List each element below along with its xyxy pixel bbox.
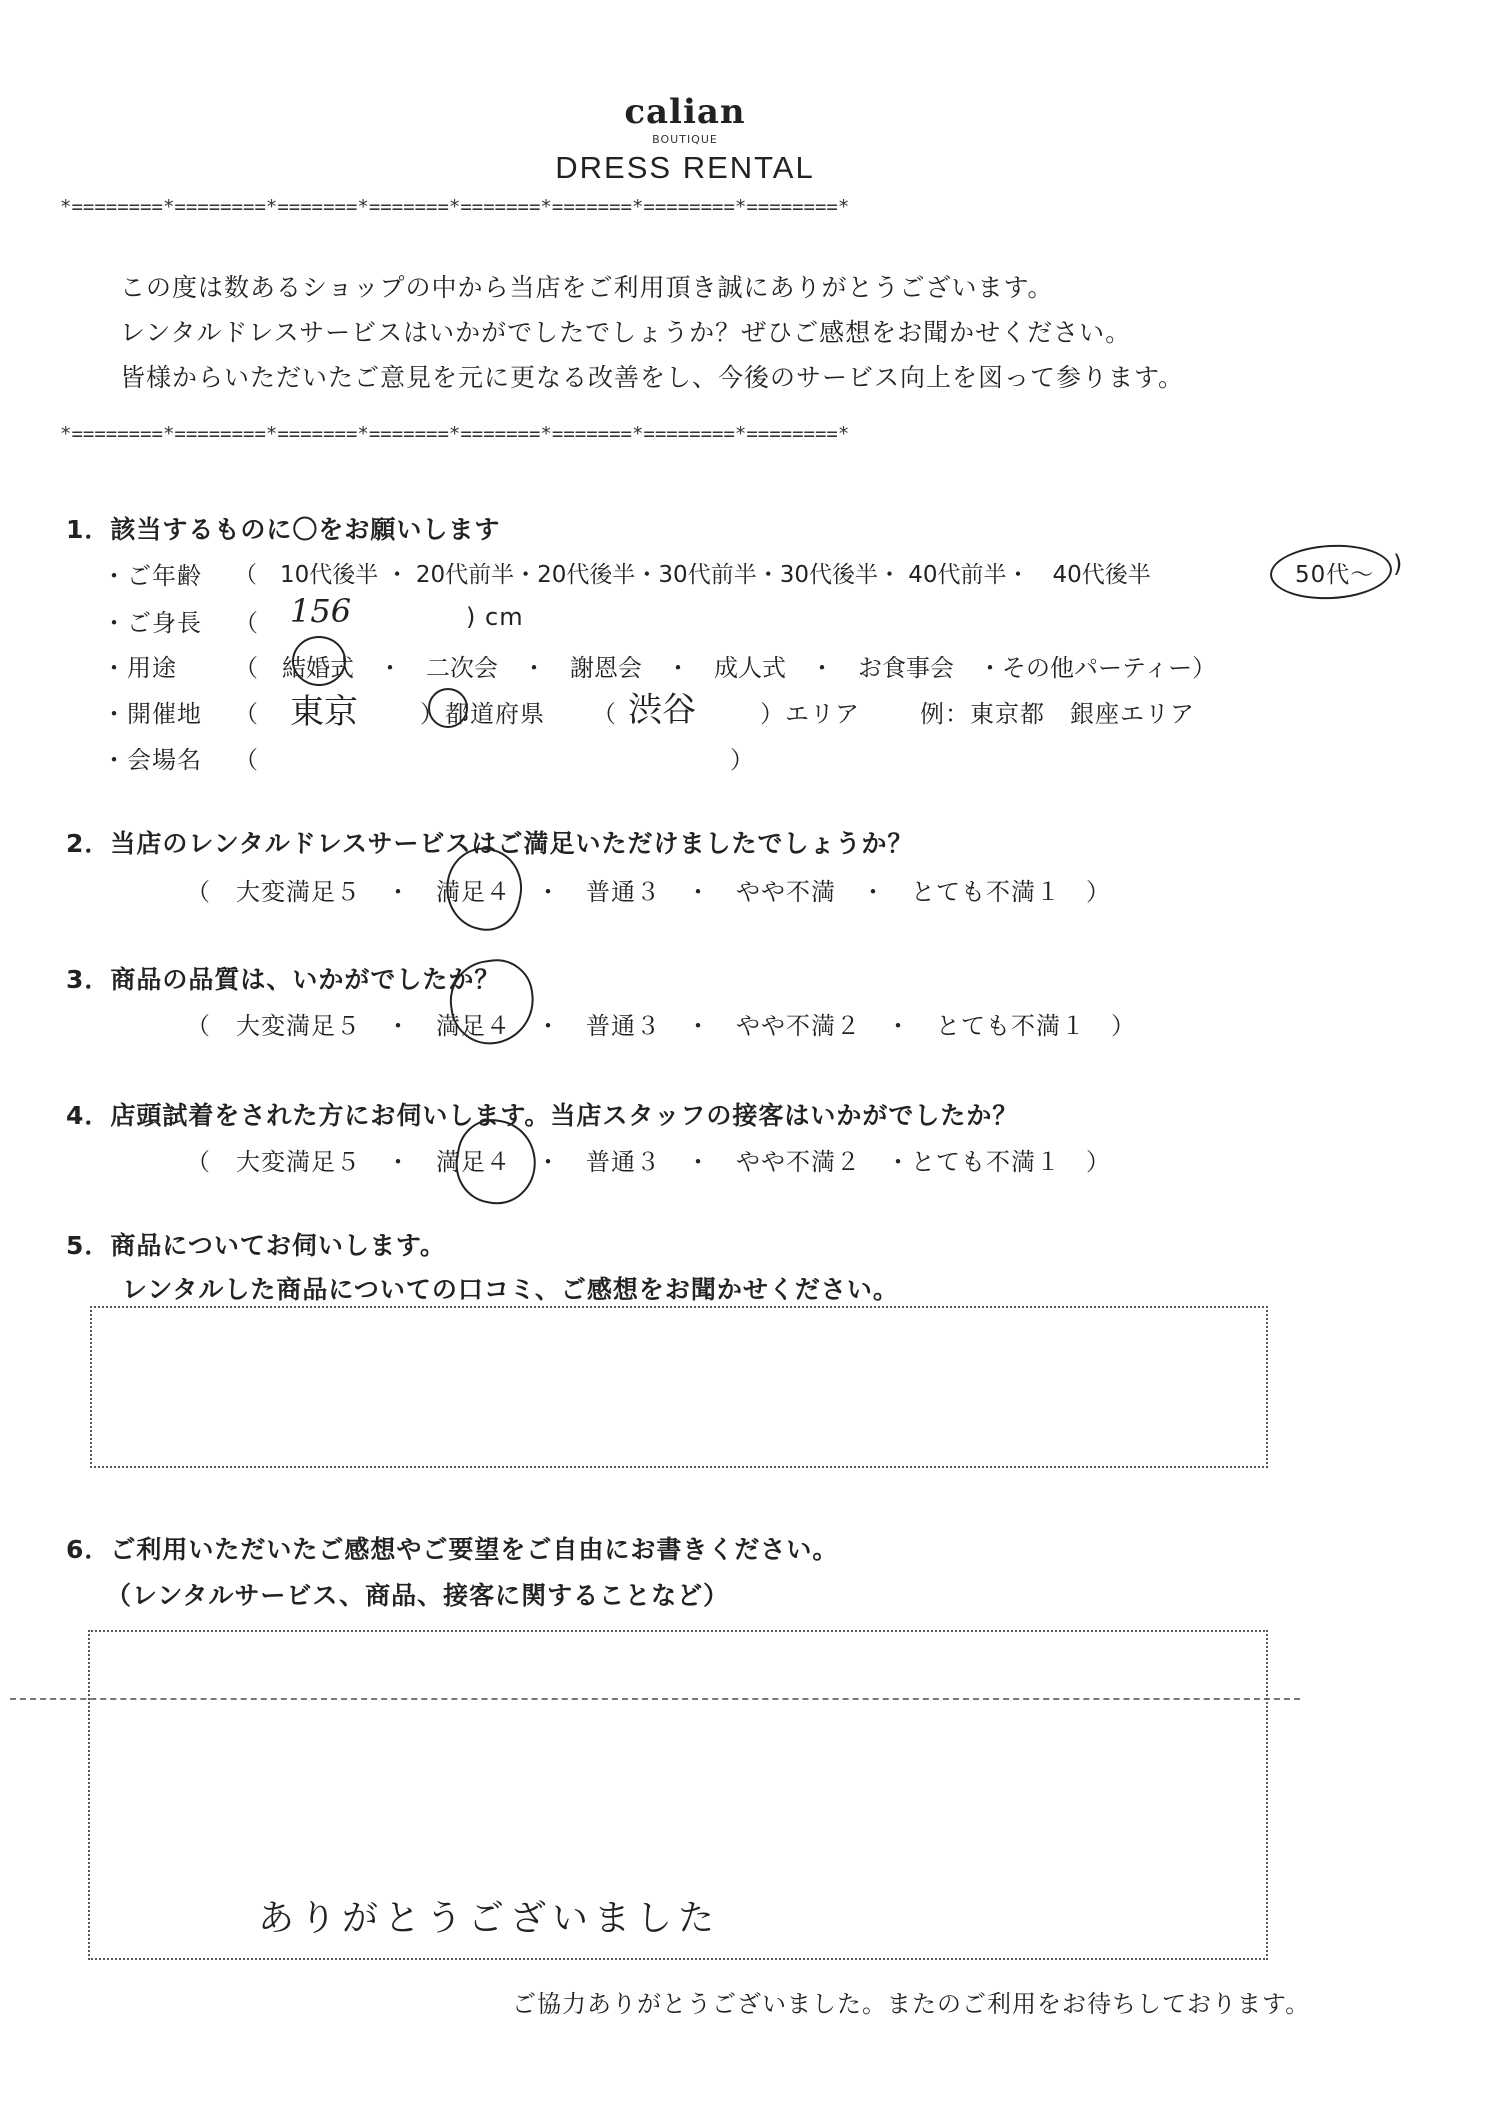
venue-prefecture-value[interactable]: 東京 <box>290 692 358 732</box>
intro-line-2: レンタルドレスサービスはいかがでしたでしょうか？ぜひご感想をお聞かせください。 <box>120 318 1132 347</box>
purpose-selection-circle <box>292 636 346 686</box>
intro-line-3: 皆様からいただいたご意見を元に更なる改善をし、今後のサービス向上を図って参ります。 <box>120 363 1185 392</box>
age-close-paren: ) <box>1393 550 1404 578</box>
height-label: ・ご身長 <box>102 609 202 637</box>
top-divider: *========*========*=======*=======*=======*=======*========*========* <box>60 196 850 218</box>
question-6-answer-text: ありがとうございました <box>258 1898 721 1939</box>
question-4-options: （ 大変満足５ ・ 満足４ ・ 普通３ ・ やや不満２ ・とても不満１ ） <box>186 1148 1111 1176</box>
venue-label: ・開催地 <box>102 700 202 728</box>
height-value[interactable]: 156 <box>290 592 352 630</box>
purpose-options: （ 結婚式 ・ 二次会 ・ 謝恩会 ・ 成人式 ・ お食事会 ・その他パーティー） <box>234 654 1217 682</box>
venue-area-open-paren: （ <box>592 700 617 728</box>
purpose-label: ・用途 <box>102 654 177 682</box>
age-selection-circle <box>1269 542 1394 602</box>
hall-close-paren: ） <box>730 746 755 774</box>
age-label: ・ご年齢 <box>102 562 202 590</box>
brand-subtitle: BOUTIQUE <box>652 133 718 146</box>
question-2-options: （ 大変満足５ ・ 満足４ ・ 普通３ ・ やや不満 ・ とても不満１ ） <box>186 878 1111 906</box>
question-3-title: 3．商品の品質は、いかがでしたか？ <box>66 965 501 994</box>
question-5-answer-box[interactable] <box>90 1306 1268 1468</box>
footer-thanks: ご協力ありがとうございました。またのご利用をお待ちしております。 <box>512 1990 1311 2018</box>
question-3-options: （ 大変満足５ ・ 満足４ ・ 普通３ ・ やや不満２ ・ とても不満１ ） <box>186 1012 1136 1040</box>
brand-logo: calian <box>624 92 746 132</box>
age-options: （ 10代後半 ・ 20代前半・20代後半・30代前半・30代後半・ 40代前半・ 40代後半 <box>234 562 1151 588</box>
intro-line-1: この度は数あるショップの中から当店をご利用頂き誠にありがとうございます。 <box>120 273 1054 302</box>
question-4-title: 4．店頭試着をされた方にお伺いします。当店スタッフの接客はいかがでしたか？ <box>66 1101 1019 1130</box>
middle-divider: *========*========*=======*=======*=======*=======*========*========* <box>60 423 850 445</box>
page-title: DRESS RENTAL <box>555 150 815 185</box>
hall-label: ・会場名 <box>102 746 202 774</box>
prefecture-selection-circle <box>428 688 468 728</box>
venue-example: 例：東京都 銀座エリア <box>920 700 1195 728</box>
height-unit: ) cm <box>466 603 524 631</box>
hall-open-paren: （ <box>234 746 259 774</box>
question-5-title: 5．商品についてお伺いします。 <box>66 1231 446 1260</box>
question-6-answer-box[interactable] <box>88 1630 1268 1960</box>
question-2-title: 2．当店のレンタルドレスサービスはご満足いただけましたでしょうか？ <box>66 829 914 858</box>
question-6-title: 6．ご利用いただいたご感想やご要望をご自由にお書きください。 <box>66 1535 839 1564</box>
venue-open-paren: （ <box>234 700 259 728</box>
age-selected[interactable]: 50代〜 <box>1295 562 1375 588</box>
venue-prefecture-suffix: ）都道府県 <box>420 700 545 728</box>
question-5-subtitle: レンタルした商品についての口コミ、ご感想をお聞かせください。 <box>122 1275 899 1304</box>
venue-area-value[interactable]: 渋谷 <box>628 690 696 730</box>
height-open-paren: （ <box>234 609 259 637</box>
question-6-subtitle: （レンタルサービス、商品、接客に関することなど） <box>106 1581 730 1610</box>
question-1-title: 1．該当するものに〇をお願いします <box>66 515 501 544</box>
venue-area-suffix: ）エリア <box>760 700 860 728</box>
